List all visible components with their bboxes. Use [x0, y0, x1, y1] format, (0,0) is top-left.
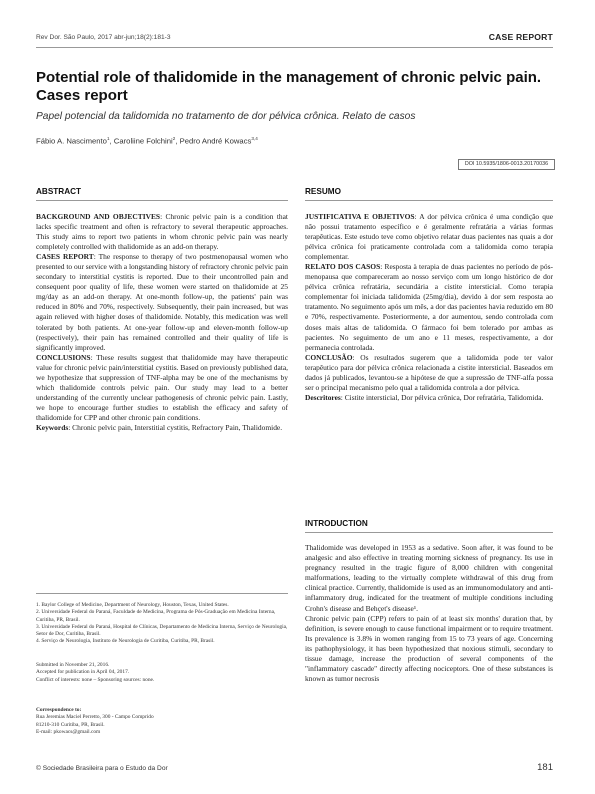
introduction-heading: INTRODUCTION	[305, 519, 368, 528]
footnote-item: 3. Universidade Federal do Paraná, Hospital de Clínicas, Departamento de Medicina Interna, Serviço de Neurologia, Setor de Dor, Curitiba, Brasil.	[36, 623, 288, 638]
footnote-item: 2. Universidade Federal do Paraná, Faculdade de Medicina, Programa de Pós-Graduação em Medicina Interna, Curitiba, PR, Brasil.	[36, 609, 276, 623]
copyright-notice: © Sociedade Brasileira para o Estudo da Dor	[36, 765, 168, 772]
abstract-conclusions: CONCLUSIONS: These results suggest that thalidomide may have therapeutic value for chronic pelvic pain/interstitial cystitis. Based on previously published data, we hypothesize that suppression of TNF-alpha may be one of the mechanisms by which thalidomide controls pelvic pain. Our study may lead to a better understanding of the currently unclear pathogenesis of chronic pelvic pain. Lastly, we hope to encourage further studies to establish the efficacy and safety of thalidomide for CPP and other chronic pain conditions.	[36, 352, 288, 422]
correspondence-label: Correspondence to:	[36, 707, 82, 713]
submission-info	[36, 662, 288, 684]
article-title: Potential role of thalidomide in the management of chronic pelvic pain. Cases report	[36, 69, 542, 104]
journal-citation: Rev Dor. São Paulo, 2017 abr-jun;18(2):181-3	[36, 34, 171, 41]
header-divider	[36, 47, 553, 48]
author-name: Caroliine Folchini	[113, 136, 173, 146]
affiliation-footnotes	[36, 602, 288, 646]
footnote-item: 1. Baylor College of Medicine, Department of Neurology, Houston, Texas, United States.	[36, 602, 229, 608]
resumo-cases: RELATO DOS CASOS: Resposta à terapia de duas pacientes no período de pós-menopausa que compareceram ao nosso serviço com um longo histórico de dor pélvica crônica refratária, secundária a cistite intersticial. Como terapia complementar foi iniciada talidomida (25mg/dia), devido à dor sem resposta ao tratamento. No seguimento após um mês, a dor das pacientes havia reduzido em 80 e 70%, respectivamente. Posteriormente, a dor aumentou, sendo controlada com doses mais altas de talidomida. O fármaco foi bem tolerado por ambas as pacientes. No seguimento de um ano e 11 meses, respectivamente, a dor permanecia controlada.	[305, 262, 553, 352]
correspondence-block	[36, 707, 288, 736]
resumo-objectives: JUSTIFICATIVA E OBJETIVOS: A dor pélvica crônica é uma condição que não possui tratamento específico e é geralmente refratária a várias formas terapêuticas. Este estudo teve como objetivo relatar duas pacientes nas quais a dor pélvica crônica foi praticamente controlada com a talidomida como terapia complementar.	[305, 212, 553, 262]
author-name: Pedro André Kowacs	[179, 136, 252, 146]
conflict-statement: Conflict of interests: none – Sponsoring sources: none.	[36, 676, 155, 683]
introduction-paragraph: Chronic pelvic pain (CPP) refers to pain of at least six months' duration that, by definition, is severe enough to cause functional impairment or to require treatment. Its prevalence is 3.8% in women ranging from 15 to 73 years of age. Concerning its pathophysiology, it has been hypothesized that noxious stimuli, secondary to tissue damage, increase the production of several components of the "inflammatory cascade" directly affecting nociceptors. One of these substances is known as tumor necrosis	[305, 613, 553, 684]
resumo-divider	[305, 200, 553, 201]
abstract-cases: CASES REPORT: The response to therapy of two postmenopausal women who presented to our service with a longstanding history of refractory chronic pelvic pain secondary to interstitial cystitis is reported. Due to their uncontrolled pain and consequent poor quality of life, these women were started on thalidomide at 25 mg/day as an add-on therapy. At one-month follow-up, the patients' pain was reduced in 80% and 70%, respectively. Subsequently, their pain increased, but was again relieved with higher doses of thalidomide. Notably, this medication was well tolerated by both patients. At one-year follow-up and eleven-month follow-up (respectively), their pain has remained controlled and their quality of life is significantly improved.	[36, 252, 288, 352]
resumo-heading: RESUMO	[305, 187, 341, 196]
abstract-keywords: Keywords: Chronic pelvic pain, Interstitial cystitis, Refractory Pain, Thalidomide.	[36, 422, 283, 432]
abstract-body	[36, 212, 288, 433]
accepted-date: Accepted for publication in April 04, 2017.	[36, 669, 130, 676]
introduction-divider	[305, 532, 553, 533]
article-subtitle: Papel potencial da talidomida no tratamento de dor pélvica crônica. Relato de casos	[36, 111, 416, 122]
correspondence-address: Rua Jeremias Maciel Perretto, 300 - Campo Comprido	[36, 714, 154, 721]
abstract-divider	[36, 200, 288, 201]
author-name: Fábio A. Nascimento	[36, 136, 107, 146]
affiliation-marker: 2	[172, 136, 176, 141]
resumo-body	[305, 212, 553, 403]
doi-box[interactable]: DOI 10.5935/1806-0013.20170036	[458, 159, 555, 170]
section-label: CASE REPORT	[488, 32, 553, 42]
correspondence-city: 81210-310 Curitiba, PR, Brasil.	[36, 721, 105, 728]
resumo-keywords: Descritores: Cistite intersticial, Dor pélvica crônica, Dor refratária, Talidomida.	[305, 392, 544, 402]
affiliation-marker: 3,4	[251, 136, 258, 141]
resumo-conclusions: CONCLUSÃO: Os resultados sugerem que a talidomida pode ter valor terapêutico para dor pélvica crônica relacionada a cistite intersticial. Baseados em dados já publicados, levantou-se a hipótese de que a supressão de TNF-alfa possa ser o principal mecanismo pelo qual a talidomida controla a dor pélvica.	[305, 352, 553, 392]
footnote-divider	[36, 593, 288, 594]
introduction-body	[305, 543, 553, 684]
affiliation-marker: 1	[106, 136, 110, 141]
page-number: 181	[537, 762, 553, 773]
abstract-objectives: BACKGROUND AND OBJECTIVES: Chronic pelvic pain is a condition that lacks specific treatment and often is refractory to several therapeutic approaches. This study aims to report two patients in whom chronic pelvic pain was nearly completely controlled with thalidomide as an add-on therapy.	[36, 212, 288, 252]
author-list: Fábio A. Nascimento$^1$, Caroliine Folchini$^2$, Pedro André Kowacs$^{3,4}$	[36, 136, 258, 146]
footnote-item: 4. Serviço de Neurologia, Instituto de Neurologia de Curitiba, Curitiba, PR, Brasil.	[36, 638, 215, 645]
submitted-date: Submitted in November 21, 2016.	[36, 662, 110, 668]
abstract-heading: ABSTRACT	[36, 187, 82, 196]
correspondence-email[interactable]: E-mail: pkowacs@gmail.com	[36, 728, 101, 735]
introduction-paragraph: Thalidomide was developed in 1953 as a sedative. Soon after, it was found to be analgesic and also effective in treating morning sickness of pregnancy. Its use in pregnancy resulted in the tragic figure of 8,000 children with congenital malformations, leading to the virtually complete withdrawal of this drug from clinical practice. Currently, thalidomide is used as an immunomodulatory and anti-inflammatory drug, indicated for the treatment of multiple conditions including Crohn's disease and Behçet's disease¹.	[305, 543, 553, 613]
